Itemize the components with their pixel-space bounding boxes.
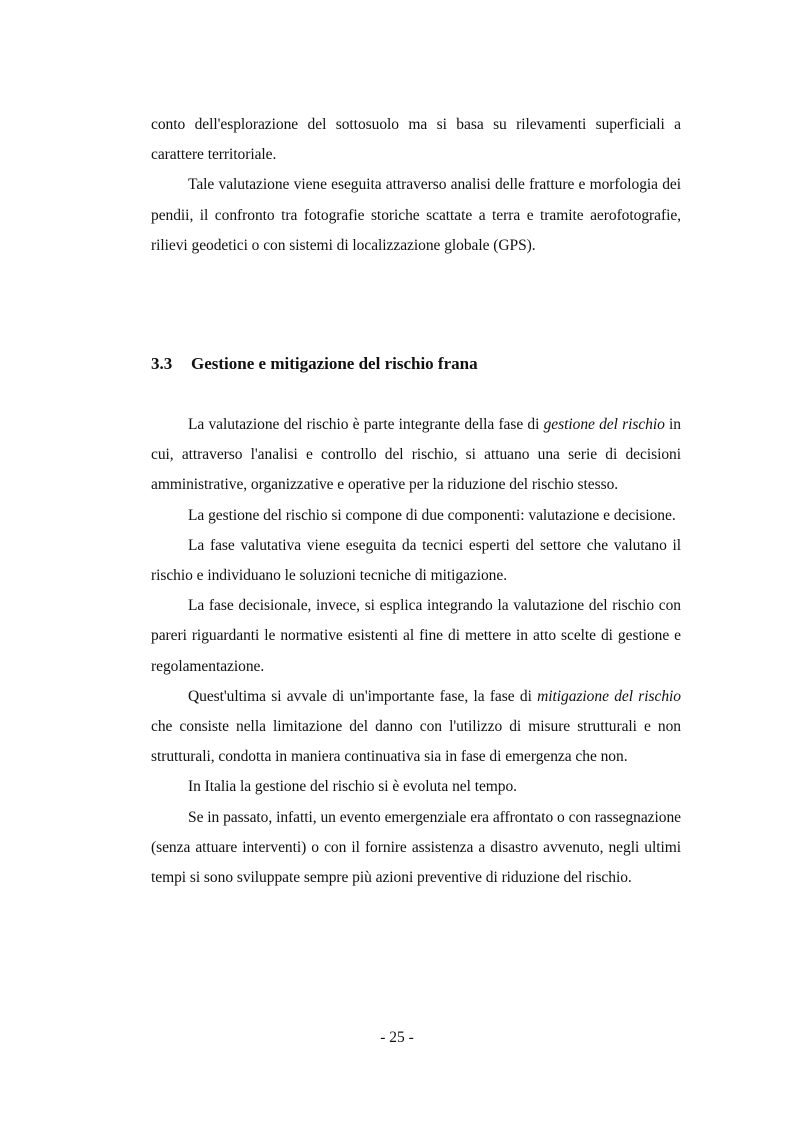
p1-emphasis: gestione del rischio: [543, 416, 665, 433]
section-heading: [151, 350, 478, 378]
p5-text-a: Quest'ultima si avvale di un'importante fase, la fase di: [188, 687, 538, 705]
gps-paragraph: Tale valutazione viene eseguita attraverso analisi delle fratture e morfologia dei pendii, il confronto tra fotografie storiche scattate a terra e tramite aerofotografie, rilievi geodetici o con sistemi di localizzazione globale (GPS).: [151, 176, 681, 254]
p1-text-b: in cui, attraverso l'analisi e controllo del rischio, si attuano una serie di decisioni amministrative, organizzative e operative per la riduzione del rischio stesso.: [151, 416, 681, 494]
paragraph-components: La gestione del rischio si compone di due componenti: valutazione e decisione.: [188, 506, 676, 524]
paragraph-risk-management: [151, 410, 681, 501]
paragraph-mitigation: [151, 682, 681, 773]
continued-paragraph: conto dell'esplorazione del sottosuolo ma si basa su rilevamenti superficiali a carattere territoriale.: [151, 116, 681, 164]
section-title: Gestione e mitigazione del rischio frana: [191, 354, 478, 373]
section-number: 3.3: [151, 354, 173, 373]
paragraph-decision-phase: La fase decisionale, invece, si esplica integrando la valutazione del rischio con pareri riguardanti le normative esistenti al fine di mettere in atto scelte di gestione e regolamentazione.: [151, 597, 681, 675]
top-text-block: [151, 110, 681, 261]
section-body: [151, 410, 681, 893]
page-number: - 25 -: [380, 1029, 414, 1046]
p5-text-b: che consiste nella limitazione del danno con l'utilizzo di misure strutturali e non strutturali, condotta in maniera continuativa sia in fase di emergenza che non.: [151, 718, 681, 766]
paragraph-evaluation-phase: La fase valutativa viene eseguita da tecnici esperti del settore che valutano il rischio e individuano le soluzioni tecniche di mitigazione.: [151, 536, 681, 585]
paragraph-past-present: Se in passato, infatti, un evento emergenziale era affrontato o con rassegnazione (senza attuare interventi) o con il fornire assistenza a disastro avvenuto, negli ultimi tempi si sono sviluppate sempre più azioni preventive di riduzione del rischio.: [151, 808, 681, 887]
paragraph-italy: In Italia la gestione del rischio si è evoluta nel tempo.: [188, 778, 518, 796]
p5-emphasis: mitigazione del rischio: [537, 687, 681, 705]
p1-text-a: La valutazione del rischio è parte integrante della fase di: [188, 416, 544, 433]
